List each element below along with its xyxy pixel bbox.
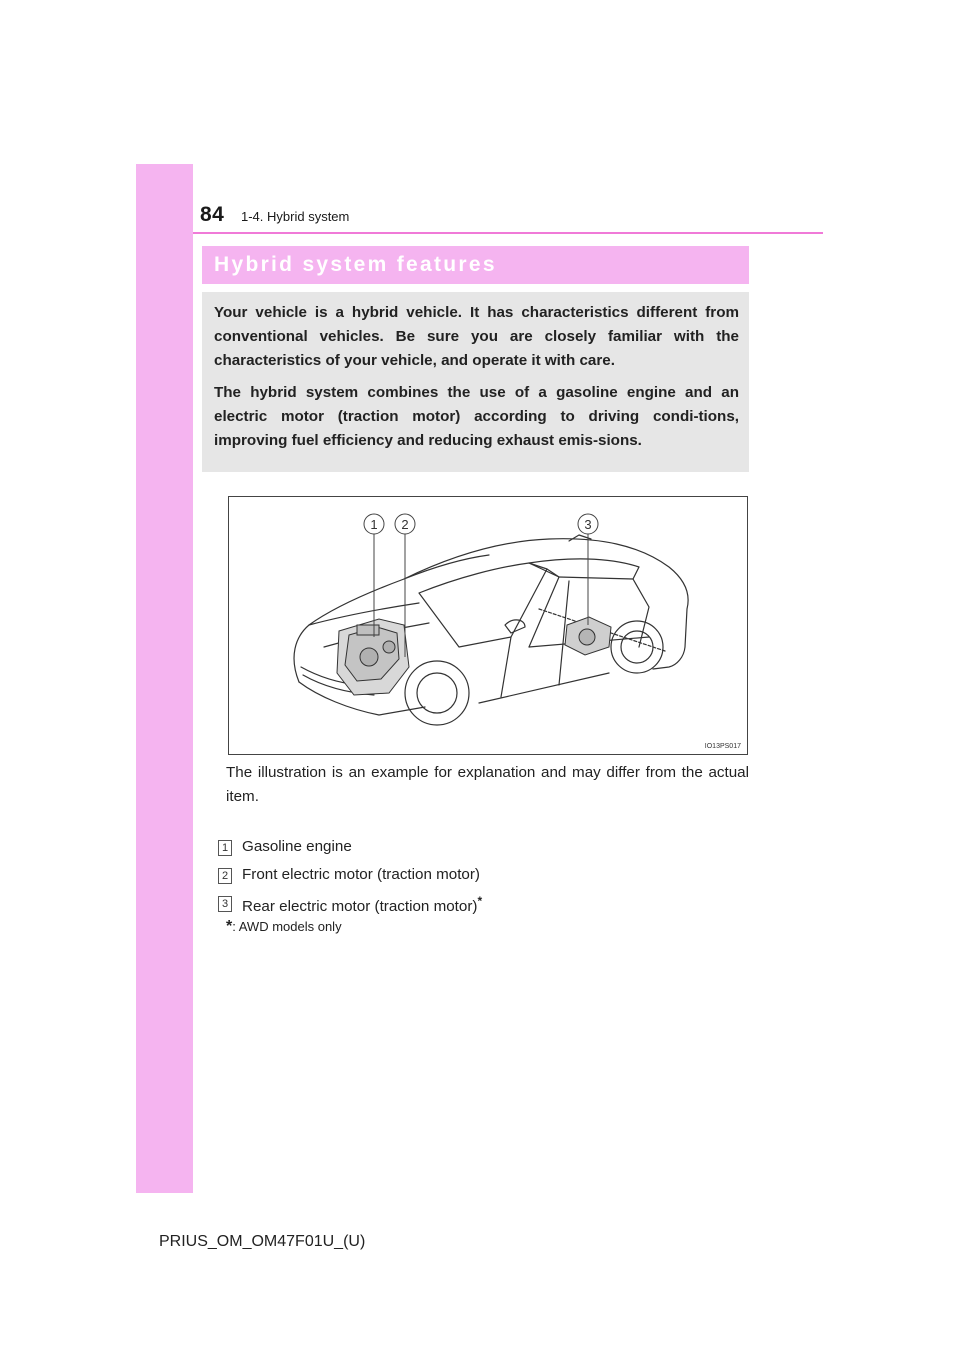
section-breadcrumb: 1-4. Hybrid system [241,209,350,224]
item-number-badge: 3 [218,896,232,912]
page-title: Hybrid system features [214,253,497,276]
document-id: PRIUS_OM_OM47F01U_(U) [159,1233,366,1250]
figure-code: IO13PS017 [704,743,741,750]
page-number: 84 [200,203,225,226]
footnote-asterisk: * [226,918,233,935]
intro-paragraph: The hybrid system combines the use of a gasoline engine and an electric motor (traction motor) according to driving condi-tions, improving fuel efficiency and reducing exhaust emis-sions. [214,384,739,449]
item-label: Gasoline engine [242,838,352,855]
header-divider [193,232,823,234]
intro-paragraph: Your vehicle is a hybrid vehicle. It has characteristics different from conventional vehicles. Be sure you are closely familiar with the characteristics of your vehicle, and operate it with care. [214,304,739,369]
item-label: Rear electric motor (traction motor)* [242,894,483,916]
callout-2: 2 [401,517,409,532]
callout-3: 3 [584,517,592,532]
intro-box [202,292,749,472]
callout-1: 1 [370,517,378,532]
footnote-text: : AWD models only [232,919,342,934]
item-number-badge: 2 [218,868,232,884]
footnote [226,918,342,936]
chapter-side-tab [136,164,193,1193]
item-number-badge: 1 [218,840,232,856]
section-title-bar [202,246,749,284]
footnote-mark: * [477,894,483,908]
item-label: Front electric motor (traction motor) [242,866,480,883]
figure-caption: The illustration is an example for explanation and may differ from the actual item. [226,764,749,805]
car-drawing [229,497,747,754]
vehicle-illustration [228,496,748,755]
